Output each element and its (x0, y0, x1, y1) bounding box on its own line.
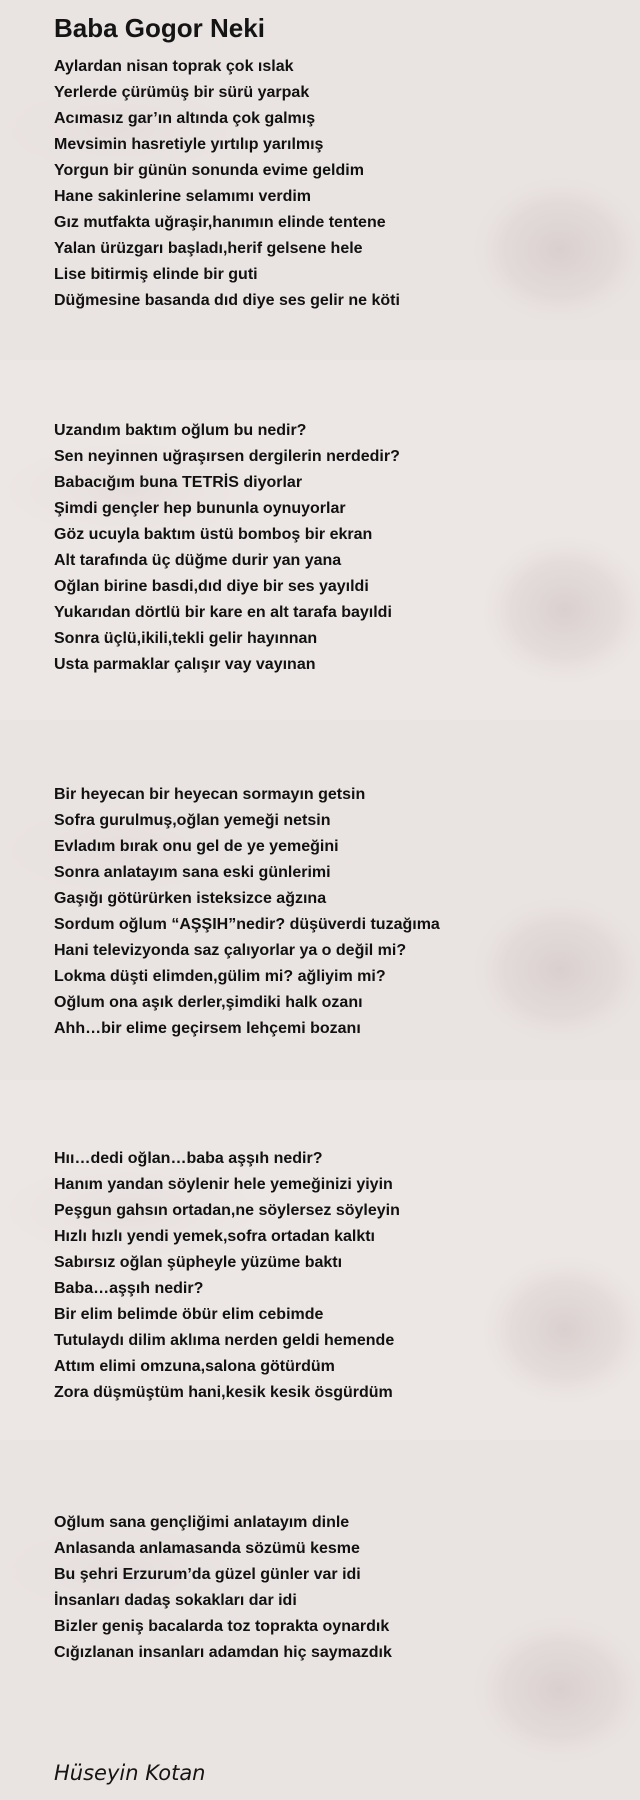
stanza-2 (54, 418, 560, 678)
poem-line: Oğlan birine basdi,dıd diye bir ses yayıldi (54, 578, 369, 595)
poem-line: Alt tarafında üç düğme durir yan yana (54, 552, 342, 569)
poem-line: Baba…aşşıh nedir? (54, 1280, 204, 1297)
poem-line: Göz ucuyla baktım üstü bomboş bir ekran (54, 526, 373, 543)
poem-line: Sonra üçlü,ikili,tekli gelir hayınnan (54, 630, 318, 647)
poem-line: Şimdi gençler hep bununla oynuyorlar (54, 500, 346, 517)
poem-line: Yalan ürüzgarı başladı,herif gelsene hele (54, 240, 363, 257)
poem-line: Evladım bırak onu gel de ye yemeğini (54, 838, 339, 855)
poem-line: Hıı…dedi oğlan…baba aşşıh nedir? (54, 1150, 323, 1167)
poem-line: Mevsimin hasretiyle yırtılıp yarılmış (54, 136, 324, 153)
poem-author: Hüseyin Kotan (54, 1761, 206, 1785)
poem-line: Hanım yandan söylenir hele yemeğinizi yiyin (54, 1176, 393, 1193)
poem-title: Baba Gogor Neki (54, 13, 265, 43)
poem-line: Bir elim belimde öbür elim cebimde (54, 1306, 324, 1323)
poem-line: İnsanları dadaş sokakları dar idi (54, 1592, 297, 1609)
poem-line: Gız mutfakta uğraşir,hanımın elinde tentene (54, 214, 386, 231)
poem-line: Zora düşmüştüm hani,kesik kesik ösgürdüm (54, 1384, 393, 1401)
poem-line: Düğmesine basanda dıd diye ses gelir ne köti (54, 292, 400, 309)
poem-line: Attım elimi omzuna,salona götürdüm (54, 1358, 335, 1375)
poem-line: Bizler geniş bacalarda toz toprakta oynardık (54, 1618, 390, 1635)
poem-line: Sonra anlatayım sana eski günlerimi (54, 864, 331, 881)
poem-line: Bir heyecan bir heyecan sormayın getsin (54, 786, 366, 803)
poem-line: Oğlum ona aşık derler,şimdiki halk ozanı (54, 994, 363, 1011)
poem-line: Gaşığı götürürken isteksizce ağzına (54, 890, 327, 907)
poem-line: Yorgun bir günün sonunda evime geldim (54, 162, 364, 179)
poem-line: Yerlerde çürümüş bir sürü yarpak (54, 84, 310, 101)
stanza-1 (54, 54, 560, 314)
poem-line: Yukarıdan dörtlü bir kare en alt tarafa bayıldi (54, 604, 392, 621)
poem-line: Aylardan nisan toprak çok ıslak (54, 58, 294, 75)
poem-line: Sen neyinnen uğraşırsen dergilerin nerdedir? (54, 448, 400, 465)
poem-line: Babacığım buna TETRİS diyorlar (54, 474, 303, 491)
poem-line: Lise bitirmiş elinde bir guti (54, 266, 258, 283)
poem-line: Ahh…bir elime geçirsem lehçemi bozanı (54, 1020, 361, 1037)
poem-line: Usta parmaklar çalışır vay vayınan (54, 656, 316, 673)
poem-line: Cığızlanan insanları adamdan hiç saymazdık (54, 1644, 392, 1661)
poem-line: Bu şehri Erzurum’da güzel günler var idi (54, 1566, 361, 1583)
poem-line: Peşgun gahsın ortadan,ne söylersez söyleyin (54, 1202, 400, 1219)
poem-line: Hani televizyonda saz çalıyorlar ya o değil mi? (54, 942, 407, 959)
stanza-3 (54, 782, 560, 1042)
poem-line: Sordum oğlum “AŞŞIH”nedir? düşüverdi tuzağıma (54, 916, 440, 933)
poem-line: Anlasanda anlamasanda sözümü kesme (54, 1540, 360, 1557)
poem-line: Sofra gurulmuş,oğlan yemeği netsin (54, 812, 331, 829)
stanza-4 (54, 1146, 560, 1406)
poem-line: Hızlı hızlı yendi yemek,sofra ortadan kalktı (54, 1228, 375, 1245)
poem-line: Acımasız gar’ın altında çok galmış (54, 110, 316, 127)
stanza-5 (54, 1510, 560, 1666)
poem-line: Uzandım baktım oğlum bu nedir? (54, 422, 307, 439)
poem-line: Lokma düşti elimden,gülim mi? ağliyim mi? (54, 968, 386, 985)
poem-line: Hane sakinlerine selamımı verdim (54, 188, 312, 205)
poem-line: Oğlum sana gençliğimi anlatayım dinle (54, 1514, 350, 1531)
poem-line: Tutulaydı dilim aklıma nerden geldi hemende (54, 1332, 395, 1349)
poem-line: Sabırsız oğlan şüpheyle yüzüme baktı (54, 1254, 343, 1271)
